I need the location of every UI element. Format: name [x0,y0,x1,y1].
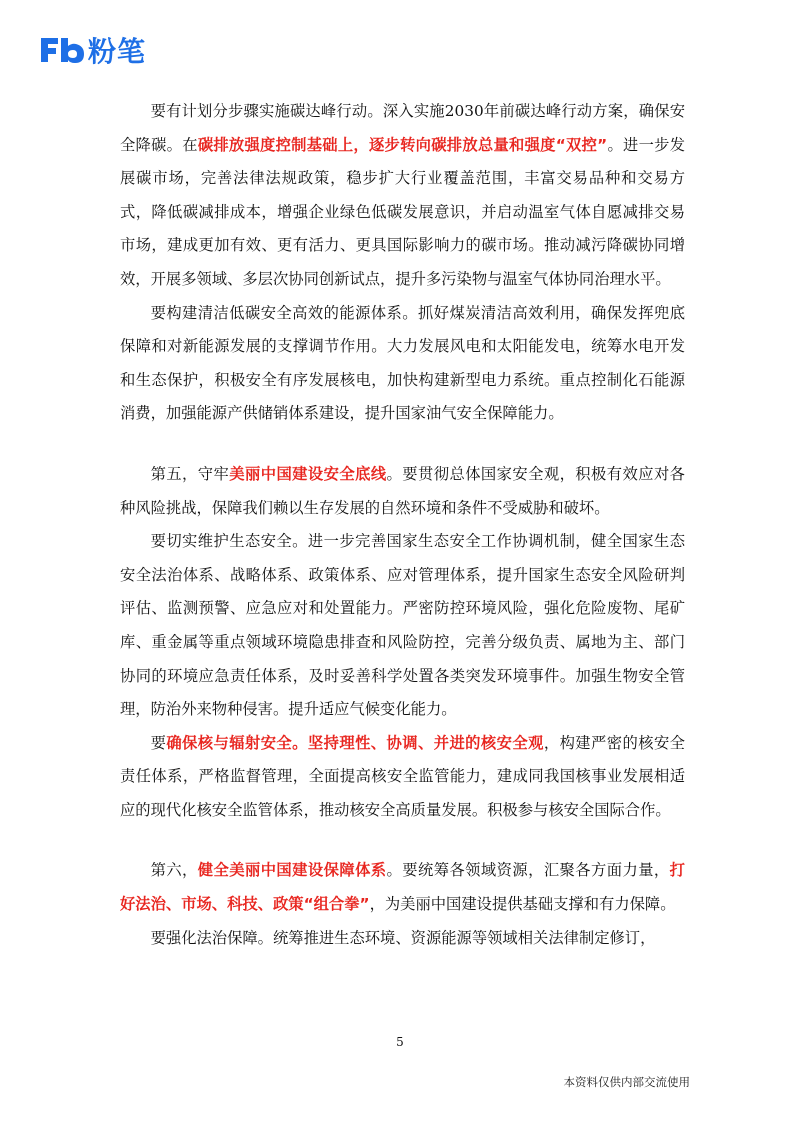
body-text: 第六， [150,861,198,880]
body-text: 要构建清洁低碳安全高效的能源体系。抓好煤炭清洁高效利用，确保发挥兜底保障和对新能源发展的支撑调节作用。大力发展风电和太阳能发电，统筹水电开发和生态保护，积极安全有序发展核电，加快构建新型电力系统。重点控制化石能源消费，加强能源产供储销体系建设，提升国家油气安全保障能力。 [120,303,685,423]
body-text: ，为美丽中国建设提供基础支撑和有力保障。 [369,895,676,914]
footer-note: 本资料仅供内部交流使用 [563,1075,690,1089]
paragraph [120,727,685,828]
body-text: 第五，守牢 [150,464,230,483]
body-text: 要强化法治保障。统筹推进生态环境、资源能源等领域相关法律制定修订， [150,928,656,947]
paragraph [120,458,685,525]
highlighted-text: 确保核与辐射安全。坚持理性、协调、并进的核安全观 [166,733,544,752]
body-text: 。要统筹各领域资源，汇聚各方面力量， [386,861,670,880]
body-text: ，构建严密的核安全责任体系，严格监督管理，全面提高核安全监管能力，建成同我国核事业发展相适应的现代化核安全监管体系，推动核安全高质量发展。积极参与核安全国际合作。 [120,733,685,819]
body-text: 要切实维护生态安全。进一步完善国家生态安全工作协调机制，健全国家生态安全法治体系、战略体系、政策体系、应对管理体系，提升国家生态安全风险研判评估、监测预警、应急应对和处置能力。严密防控环境风险，强化危险废物、尾矿库、重金属等重点领域环境隐患排查和风险防控，完善分级负责、属地为主、部门协同的环境应急责任体系，及时妥善科学处置各类突发环境事件。加强生物安全管理，防治外来物种侵害。提升适应气候变化能力。 [120,532,685,719]
brand-logo [38,30,146,70]
paragraph [120,922,685,956]
body-text: 要有计划分步骤实施碳达峰行动。深入实施2030年前碳达峰行动方案，确保安全降碳。在 [120,102,685,154]
page-number: 5 [396,1035,404,1049]
highlighted-text: 碳排放强度控制基础上，逐步转向碳排放总量和强度“双控” [197,135,608,154]
highlighted-text: 健全美丽中国建设保障体系 [197,861,387,880]
paragraph [120,297,685,431]
document-body [120,95,685,955]
fb-logo-icon [38,34,86,66]
highlighted-text: 打好法治、市场、科技、政策“组合拳” [120,861,685,914]
body-text: 。要贯彻总体国家安全观，积极有效应对各种风险挑战，保障我们赖以生存发展的自然环境和条件不受威胁和破坏。 [120,464,685,517]
paragraph [120,525,685,727]
brand-name: 粉笔 [88,35,147,68]
paragraph [120,854,685,921]
paragraph [120,95,685,297]
body-text: 要 [150,733,167,752]
body-text: 。进一步发展碳市场，完善法律法规政策，稳步扩大行业覆盖范围，丰富交易品种和交易方式，降低碳减排成本，增强企业绿色低碳发展意识，并启动温室气体自愿减排交易市场，建成更加有效、更有活力、更具国际影响力的碳市场。推动减污降碳协同增效，开展多领域、多层次协同创新试点，提升多污染物与温室气体协同治理水平。 [120,135,685,288]
highlighted-text: 美丽中国建设安全底线 [229,464,387,483]
